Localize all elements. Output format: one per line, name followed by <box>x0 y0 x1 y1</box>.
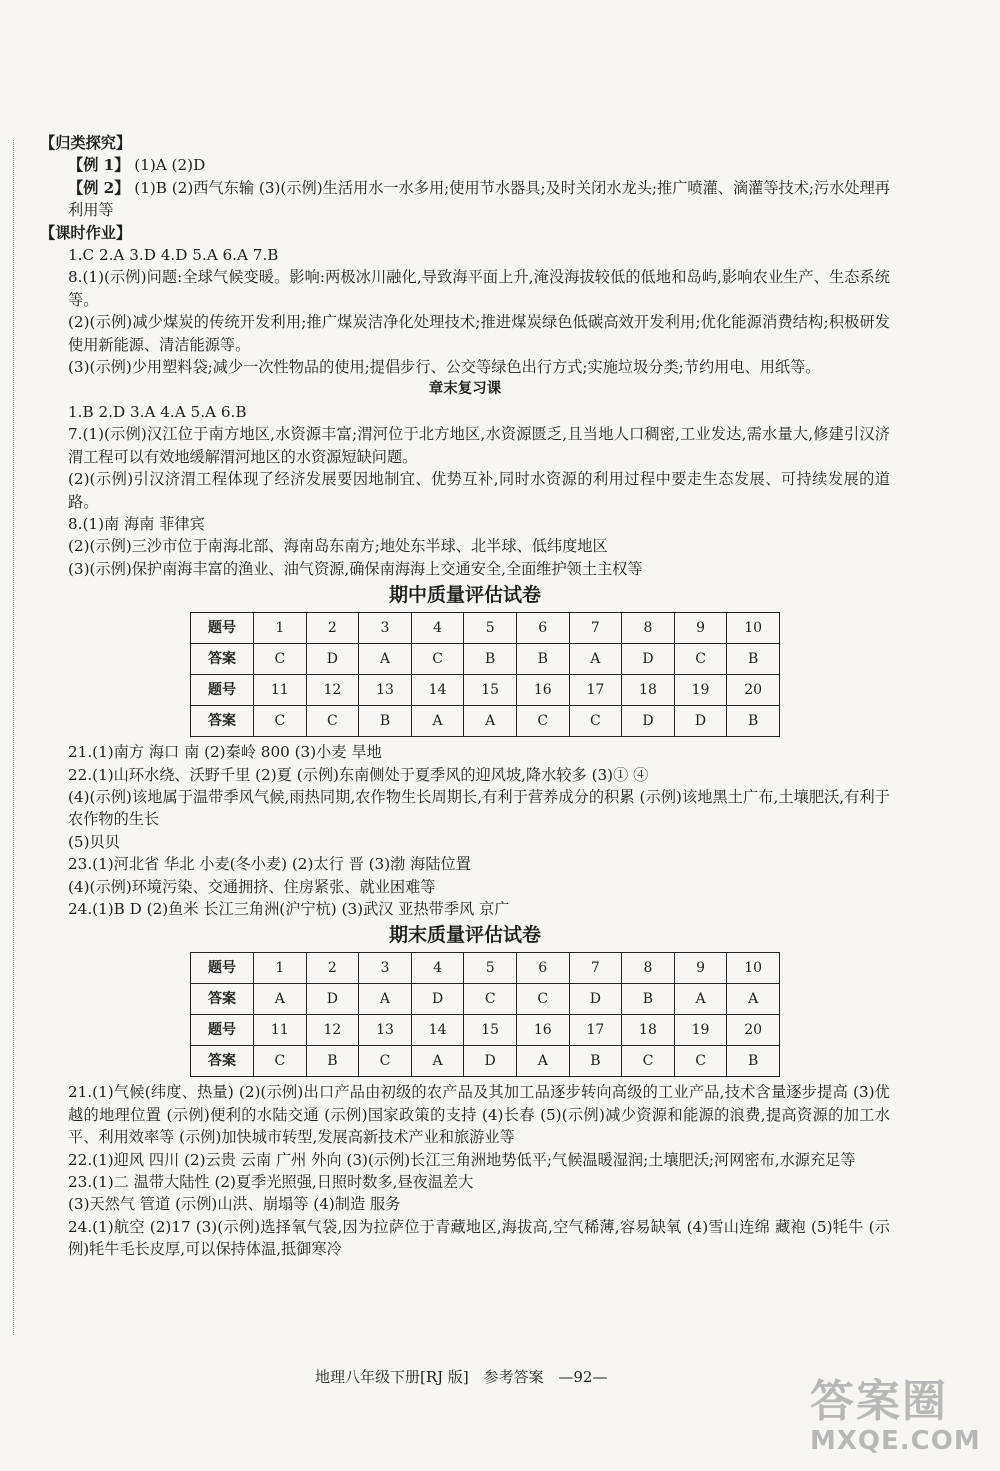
review-q7-part1: 7.(1)(示例)汉江位于南方地区,水资源丰富;渭河位于北方地区,水资源匮乏,且当地人口稠密,工业发达,需水量大,修建引汉济渭工程可以有效地缓解渭河地区的水资源短缺问题。 <box>68 425 890 466</box>
footer-label: 参考答案 <box>483 1368 544 1386</box>
midterm-q24: 24.(1)B D (2)鱼米 长江三角洲(沪宁杭) (3)武汉 亚热带季风 京广 <box>68 899 510 918</box>
table-cell: B <box>306 1046 359 1077</box>
table-cell: D <box>306 984 359 1015</box>
table-cell: A <box>411 706 464 737</box>
table-cell: C <box>516 984 569 1015</box>
table-cell: 9 <box>674 953 727 984</box>
table-cell: C <box>464 984 517 1015</box>
table-cell: 18 <box>622 1015 675 1046</box>
watermark-logo-text: 答案圈 <box>810 1376 948 1427</box>
homework-q8-part3: (3)(示例)少用塑料袋;减少一次性物品的使用;提倡步行、公交等绿色出行方式;实施垃圾分类;节约用电、用纸等。 <box>68 358 821 377</box>
example-1-label: 【例 1】 <box>68 156 130 175</box>
table-cell: B <box>727 644 780 675</box>
table-cell: 10 <box>727 953 780 984</box>
site-watermark <box>810 1378 990 1463</box>
table-cell: 15 <box>464 1015 517 1046</box>
row-label: 答案 <box>191 1046 254 1077</box>
table-row <box>191 1015 780 1046</box>
answer-page <box>40 132 890 1261</box>
table-cell: 14 <box>411 1015 464 1046</box>
review-q7-part2: (2)(示例)引汉济渭工程体现了经济发展要因地制宜、优势互补,同时水资源的利用过程中要走生态发展、可持续发展的道路。 <box>68 470 890 511</box>
table-cell: C <box>254 644 307 675</box>
row-label: 题号 <box>191 675 254 706</box>
row-label: 答案 <box>191 984 254 1015</box>
table-row <box>191 706 780 737</box>
table-cell: 8 <box>622 953 675 984</box>
row-label: 答案 <box>191 706 254 737</box>
table-cell: 4 <box>411 953 464 984</box>
table-row <box>191 953 780 984</box>
table-cell: A <box>411 1046 464 1077</box>
row-label: 题号 <box>191 953 254 984</box>
table-cell: A <box>464 706 517 737</box>
homework-q8-part1: 8.(1)(示例)问题:全球气候变暖。影响:两极冰川融化,导致海平面上升,淹没海拔较低的低地和岛屿,影响农业生产、生态系统等。 <box>68 268 890 309</box>
table-cell: B <box>727 1046 780 1077</box>
review-choice-answers: 1.B 2.D 3.A 4.A 5.A 6.B <box>68 402 247 421</box>
table-cell: C <box>569 706 622 737</box>
table-cell: A <box>674 984 727 1015</box>
table-cell: 5 <box>464 953 517 984</box>
table-cell: 20 <box>727 675 780 706</box>
table-cell: B <box>569 1046 622 1077</box>
table-cell: C <box>254 706 307 737</box>
table-cell: 3 <box>359 953 412 984</box>
midterm-q22-part3: (5)贝贝 <box>68 832 120 851</box>
review-q8-part2: (2)(示例)三沙市位于南海北部、海南岛东南方;地处东半球、北半球、低纬度地区 <box>68 537 608 556</box>
table-cell: B <box>622 984 675 1015</box>
final-q21: 21.(1)气候(纬度、热量) (2)(示例)出口产品由初级的农产品及其加工品逐步转向高级的工业产品,技术含量逐步提高 (3)优越的地理位置 (示例)便利的水陆交通 (示例)国家政策的支持 (4)长春 (5)(示例)减少资源和能源的浪费,提高资源的加工水平、利用效率等 (示例)加快城市转型,发展高新技术产业和旅游业等 <box>68 1083 890 1147</box>
row-label: 题号 <box>191 1015 254 1046</box>
table-cell: 15 <box>464 675 517 706</box>
table-cell: 7 <box>569 613 622 644</box>
table-cell: 19 <box>674 675 727 706</box>
table-cell: 4 <box>411 613 464 644</box>
table-cell: D <box>622 706 675 737</box>
table-cell: 9 <box>674 613 727 644</box>
midterm-q21: 21.(1)南方 海口 南 (2)秦岭 800 (3)小麦 旱地 <box>68 743 382 762</box>
table-cell: 1 <box>254 613 307 644</box>
table-row <box>191 1046 780 1077</box>
table-cell: 3 <box>359 613 412 644</box>
section-heading-homework: 【课时作业】 <box>40 223 132 242</box>
table-cell: B <box>516 644 569 675</box>
page-footer <box>315 1366 617 1387</box>
table-cell: 6 <box>516 953 569 984</box>
table-cell: 19 <box>674 1015 727 1046</box>
table-cell: C <box>411 644 464 675</box>
final-q22: 22.(1)迎风 四川 (2)云贵 云南 广州 外向 (3)(示例)长江三角洲地势低平;气候温暖湿润;土壤肥沃;河网密布,水源充足等 <box>68 1150 856 1169</box>
table-cell: C <box>674 644 727 675</box>
table-row <box>191 675 780 706</box>
midterm-q22-part1: 22.(1)山环水绕、沃野千里 (2)夏 (示例)东南侧处于夏季风的迎风坡,降水较多 (3)① ④ <box>68 765 649 784</box>
table-cell: C <box>674 1046 727 1077</box>
table-cell: B <box>359 706 412 737</box>
table-cell: 16 <box>516 675 569 706</box>
final-q24: 24.(1)航空 (2)17 (3)(示例)选择氧气袋,因为拉萨位于青藏地区,海拔高,空气稀薄,容易缺氧 (4)雪山连绵 藏袍 (5)牦牛 (示例)牦牛毛长皮厚,可以保持体温,抵御寒冷 <box>68 1217 890 1259</box>
table-cell: 2 <box>306 613 359 644</box>
table-cell: C <box>306 706 359 737</box>
chapter-review-title: 章末复习课 <box>428 380 502 398</box>
table-cell: 18 <box>622 675 675 706</box>
page-number: —92— <box>558 1368 608 1386</box>
table-cell: 8 <box>622 613 675 644</box>
review-q8-part3: (3)(示例)保护南海丰富的渔业、油气资源,确保南海海上交通安全,全面维护领土主权等 <box>68 559 643 578</box>
final-q23-part2: (3)天然气 管道 (示例)山洪、崩塌等 (4)制造 服务 <box>68 1195 401 1214</box>
table-cell: 6 <box>516 613 569 644</box>
table-cell: D <box>569 984 622 1015</box>
table-cell: B <box>727 706 780 737</box>
table-row <box>191 644 780 675</box>
table-cell: 14 <box>411 675 464 706</box>
midterm-q22-part2: (4)(示例)该地属于温带季风气候,雨热同期,农作物生长周期长,有利于营养成分的积累 (示例)该地黑土广布,土壤肥沃,有利于农作物的生长 <box>68 787 890 829</box>
review-q8-part1: 8.(1)南 海南 菲律宾 <box>68 514 205 533</box>
homework-q8-part2: (2)(示例)减少煤炭的传统开发利用;推广煤炭洁净化处理技术;推进煤炭绿色低碳高效开发利用;优化能源消费结构;积极研发使用新能源、清洁能源等。 <box>68 313 890 354</box>
table-cell: 17 <box>569 675 622 706</box>
homework-choice-answers: 1.C 2.A 3.D 4.D 5.A 6.A 7.B <box>68 246 279 265</box>
table-cell: D <box>622 644 675 675</box>
binding-margin-line <box>13 140 14 1335</box>
table-cell: C <box>516 706 569 737</box>
table-cell: 11 <box>254 1015 307 1046</box>
example-1-answer: (1)A (2)D <box>134 156 206 175</box>
watermark-url: MXQE.COM <box>810 1426 981 1456</box>
table-cell: B <box>464 644 517 675</box>
table-cell: 5 <box>464 613 517 644</box>
table-cell: 2 <box>306 953 359 984</box>
midterm-q23-part2: (4)(示例)环境污染、交通拥挤、住房紧张、就业困难等 <box>68 877 436 896</box>
table-cell: 20 <box>727 1015 780 1046</box>
midterm-q23-part1: 23.(1)河北省 华北 小麦(冬小麦) (2)太行 晋 (3)渤 海陆位置 <box>68 855 471 874</box>
table-cell: D <box>411 984 464 1015</box>
table-cell: D <box>464 1046 517 1077</box>
table-cell: D <box>674 706 727 737</box>
table-cell: D <box>306 644 359 675</box>
table-cell: A <box>254 984 307 1015</box>
table-row <box>191 613 780 644</box>
midterm-answer-table <box>190 612 780 737</box>
table-cell: 13 <box>359 1015 412 1046</box>
table-cell: 16 <box>516 1015 569 1046</box>
table-cell: 17 <box>569 1015 622 1046</box>
table-cell: 10 <box>727 613 780 644</box>
example-2-label: 【例 2】 <box>68 178 130 197</box>
midterm-title: 期中质量评估试卷 <box>388 584 541 607</box>
table-cell: C <box>622 1046 675 1077</box>
table-cell: A <box>569 644 622 675</box>
table-cell: 1 <box>254 953 307 984</box>
row-label: 题号 <box>191 613 254 644</box>
section-heading-classification: 【归类探究】 <box>40 134 132 152</box>
final-q23-part1: 23.(1)二 温带大陆性 (2)夏季光照强,日照时数多,昼夜温差大 <box>68 1173 474 1191</box>
table-cell: C <box>254 1046 307 1077</box>
example-2-answer: (1)B (2)西气东输 (3)(示例)生活用水一水多用;使用节水器具;及时关闭水龙头;推广喷灌、滴灌等技术;污水处理再利用等 <box>68 178 890 220</box>
table-cell: 12 <box>306 1015 359 1046</box>
table-cell: 12 <box>306 675 359 706</box>
table-cell: C <box>359 1046 412 1077</box>
table-cell: A <box>359 644 412 675</box>
table-cell: 11 <box>254 675 307 706</box>
example-2 <box>40 177 890 222</box>
table-cell: A <box>727 984 780 1015</box>
table-row <box>191 984 780 1015</box>
final-answer-table <box>190 952 780 1077</box>
table-cell: A <box>359 984 412 1015</box>
table-cell: 13 <box>359 675 412 706</box>
row-label: 答案 <box>191 644 254 675</box>
table-cell: 7 <box>569 953 622 984</box>
final-title: 期末质量评估试卷 <box>388 924 541 947</box>
example-1 <box>40 154 890 176</box>
footer-subject: 地理八年级下册[RJ 版] <box>315 1368 469 1386</box>
table-cell: A <box>516 1046 569 1077</box>
